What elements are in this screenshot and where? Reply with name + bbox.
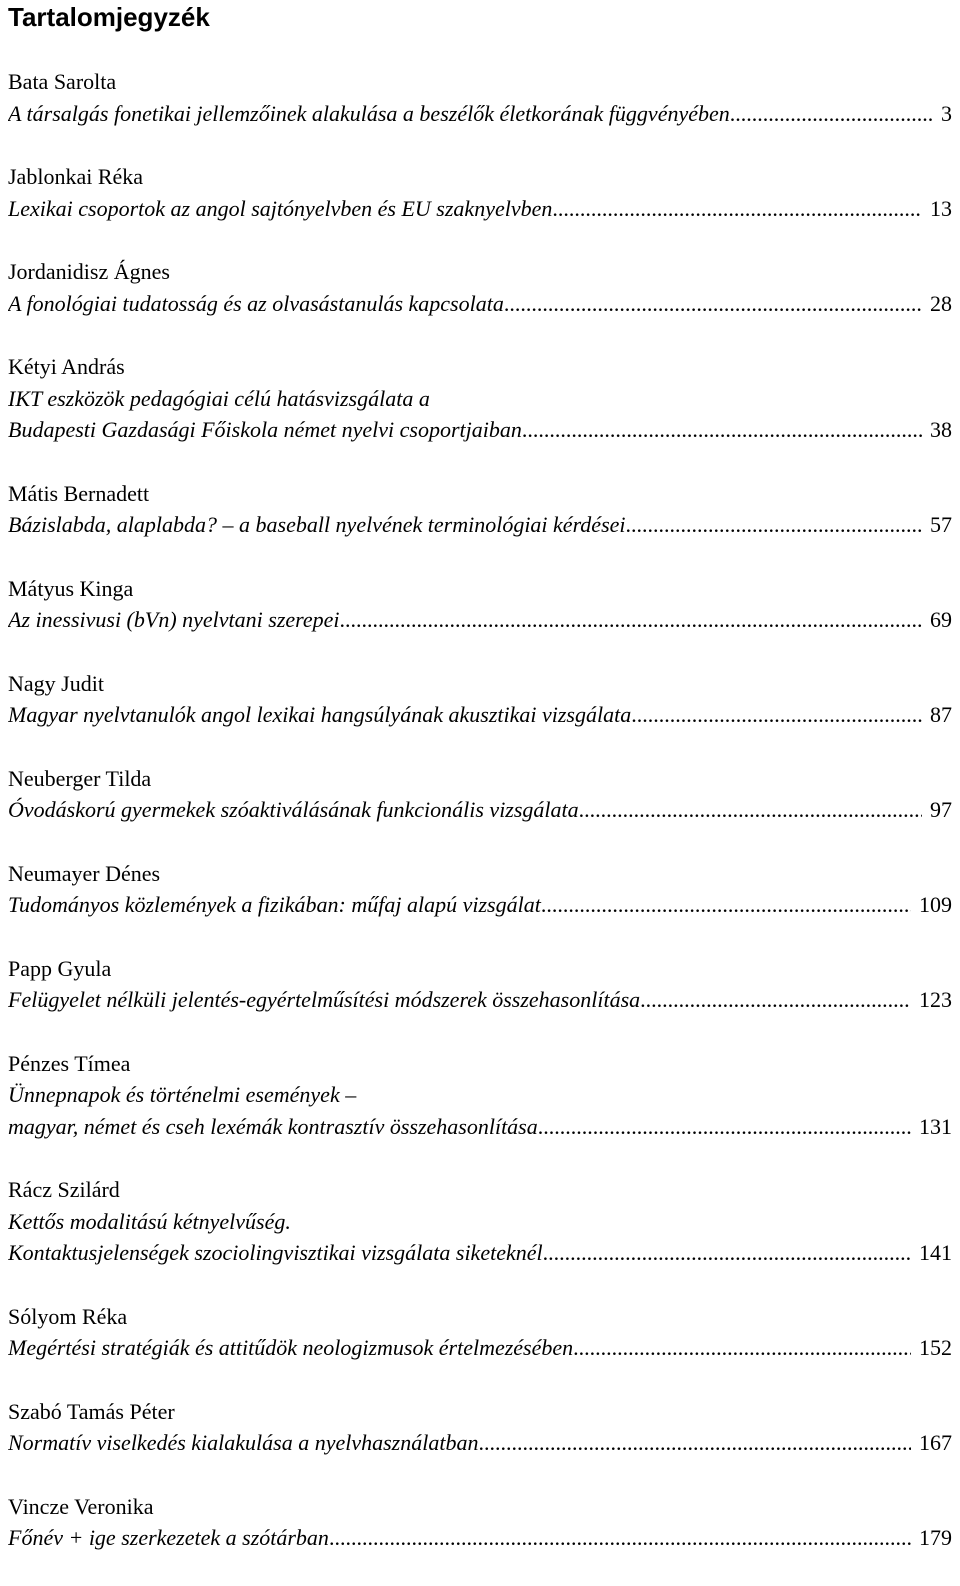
toc-entry bbox=[8, 573, 952, 636]
page-number: 131 bbox=[919, 1113, 952, 1139]
toc-entry bbox=[8, 256, 952, 319]
dot-leader bbox=[543, 1237, 911, 1269]
dot-leader bbox=[640, 984, 911, 1016]
toc-entry bbox=[8, 161, 952, 224]
toc-entry bbox=[8, 668, 952, 731]
toc-author: Mátyus Kinga bbox=[8, 575, 134, 601]
toc-title-row[interactable] bbox=[8, 889, 952, 921]
page-number: 13 bbox=[930, 195, 952, 221]
toc-title-row[interactable] bbox=[8, 98, 952, 130]
toc-entry bbox=[8, 1301, 952, 1364]
page-number: 109 bbox=[919, 892, 952, 917]
toc-entry bbox=[8, 351, 952, 446]
toc-title: Tudományos közlemények a fizikában: műfaj alapú vizsgálat bbox=[8, 892, 541, 917]
dot-leader bbox=[626, 509, 922, 541]
toc-author: Szabó Tamás Péter bbox=[8, 1398, 175, 1424]
toc-title: A fonológiai tudatosság és az olvasástanulás kapcsolata bbox=[8, 290, 504, 316]
dot-leader bbox=[538, 1111, 911, 1143]
toc-entry bbox=[8, 478, 952, 541]
toc-title: Óvodáskorú gyermekek szóaktiválásának funkcionális vizsgálata bbox=[8, 797, 579, 822]
toc-title-line: Kettős modalitású kétnyelvűség. bbox=[8, 1208, 291, 1234]
page-number: 69 bbox=[930, 607, 952, 632]
page-number: 167 bbox=[919, 1430, 952, 1455]
toc-title: Felügyelet nélküli jelentés-egyértelműsítési módszerek összehasonlítása bbox=[8, 987, 641, 1012]
toc-entry bbox=[8, 858, 952, 921]
toc-title-row[interactable] bbox=[8, 1111, 952, 1143]
toc-entry bbox=[8, 1396, 952, 1459]
toc-title-row[interactable] bbox=[8, 288, 952, 320]
toc-title: Budapesti Gazdasági Főiskola német nyelvi csoportjaiban bbox=[8, 417, 522, 442]
dot-leader bbox=[631, 699, 922, 731]
page-number: 38 bbox=[930, 417, 952, 442]
toc-entry bbox=[8, 1174, 952, 1269]
toc-title-row[interactable] bbox=[8, 794, 952, 826]
toc-title: Főnév + ige szerkezetek a szótárban bbox=[8, 1525, 329, 1550]
dot-leader bbox=[340, 604, 922, 636]
dot-leader bbox=[573, 1332, 911, 1364]
toc-author: Sólyom Réka bbox=[8, 1303, 128, 1329]
page-number: 152 bbox=[919, 1335, 952, 1360]
toc-title-row[interactable] bbox=[8, 1332, 952, 1364]
page-title: Tartalomjegyzék bbox=[8, 2, 210, 32]
toc-title-line: IKT eszközök pedagógiai célú hatásvizsgálata a bbox=[8, 385, 430, 411]
dot-leader bbox=[541, 889, 911, 921]
page-number: 3 bbox=[941, 100, 952, 126]
toc-title: A társalgás fonetikai jellemzőinek alakulása a beszélők életkorának függvényében bbox=[8, 100, 730, 126]
toc-entry bbox=[8, 763, 952, 826]
dot-leader bbox=[478, 1427, 911, 1459]
toc-title-line: Ünnepnapok és történelmi események – bbox=[8, 1082, 357, 1107]
dot-leader bbox=[579, 794, 922, 826]
dot-leader bbox=[730, 98, 933, 130]
table-of-contents bbox=[8, 66, 952, 1586]
toc-title: Megértési stratégiák és attitűdök neologizmusok értelmezésében bbox=[8, 1335, 574, 1360]
page-number: 87 bbox=[930, 702, 952, 727]
page-number: 179 bbox=[919, 1525, 952, 1550]
toc-title-row[interactable] bbox=[8, 193, 952, 225]
toc-author: Vincze Veronika bbox=[8, 1493, 154, 1519]
toc-entry bbox=[8, 1491, 952, 1554]
toc-title-row[interactable] bbox=[8, 1522, 952, 1554]
toc-author: Pénzes Tímea bbox=[8, 1050, 131, 1076]
toc-title: Normatív viselkedés kialakulása a nyelvhasználatban bbox=[8, 1430, 479, 1455]
toc-entry bbox=[8, 953, 952, 1016]
toc-title: Az inessivusi (bVn) nyelvtani szerepei bbox=[8, 607, 340, 632]
toc-title-row[interactable] bbox=[8, 1427, 952, 1459]
toc-author: Bata Sarolta bbox=[8, 69, 117, 94]
toc-author: Neumayer Dénes bbox=[8, 860, 161, 886]
dot-leader bbox=[552, 193, 922, 225]
toc-title: magyar, német és cseh lexémák kontrasztív összehasonlítása bbox=[8, 1113, 538, 1139]
toc-author: Rácz Szilárd bbox=[8, 1177, 120, 1202]
toc-title-row[interactable] bbox=[8, 699, 952, 731]
toc-title-row[interactable] bbox=[8, 604, 952, 636]
toc-title: Bázislabda, alaplabda? – a baseball nyelvének terminológiai kérdései bbox=[8, 512, 626, 537]
toc-author: Neuberger Tilda bbox=[8, 765, 152, 791]
toc-title: Kontaktusjelenségek szociolingvisztikai vizsgálata siketeknél bbox=[8, 1240, 543, 1265]
toc-author: Jordanidisz Ágnes bbox=[8, 259, 170, 284]
toc-entry bbox=[8, 66, 952, 129]
toc-title-row[interactable] bbox=[8, 414, 952, 446]
page-number: 123 bbox=[919, 987, 952, 1012]
page-number: 97 bbox=[930, 797, 952, 822]
toc-title: Lexikai csoportok az angol sajtónyelvben és EU szaknyelvben bbox=[8, 195, 553, 221]
toc-author: Kétyi András bbox=[8, 354, 125, 379]
dot-leader bbox=[504, 288, 922, 320]
toc-author: Papp Gyula bbox=[8, 955, 112, 981]
page-number: 28 bbox=[930, 290, 952, 316]
toc-title: Magyar nyelvtanulók angol lexikai hangsúlyának akusztikai vizsgálata bbox=[8, 702, 632, 727]
toc-title-row[interactable] bbox=[8, 984, 952, 1016]
dot-leader bbox=[329, 1522, 911, 1554]
toc-entry bbox=[8, 1048, 952, 1143]
toc-title-row[interactable] bbox=[8, 509, 952, 541]
toc-author: Mátis Bernadett bbox=[8, 480, 150, 506]
page-number: 141 bbox=[919, 1240, 952, 1265]
toc-author: Jablonkai Réka bbox=[8, 164, 144, 189]
dot-leader bbox=[522, 414, 922, 446]
toc-title-row[interactable] bbox=[8, 1237, 952, 1269]
page-number: 57 bbox=[930, 512, 952, 537]
toc-author: Nagy Judit bbox=[8, 670, 104, 696]
